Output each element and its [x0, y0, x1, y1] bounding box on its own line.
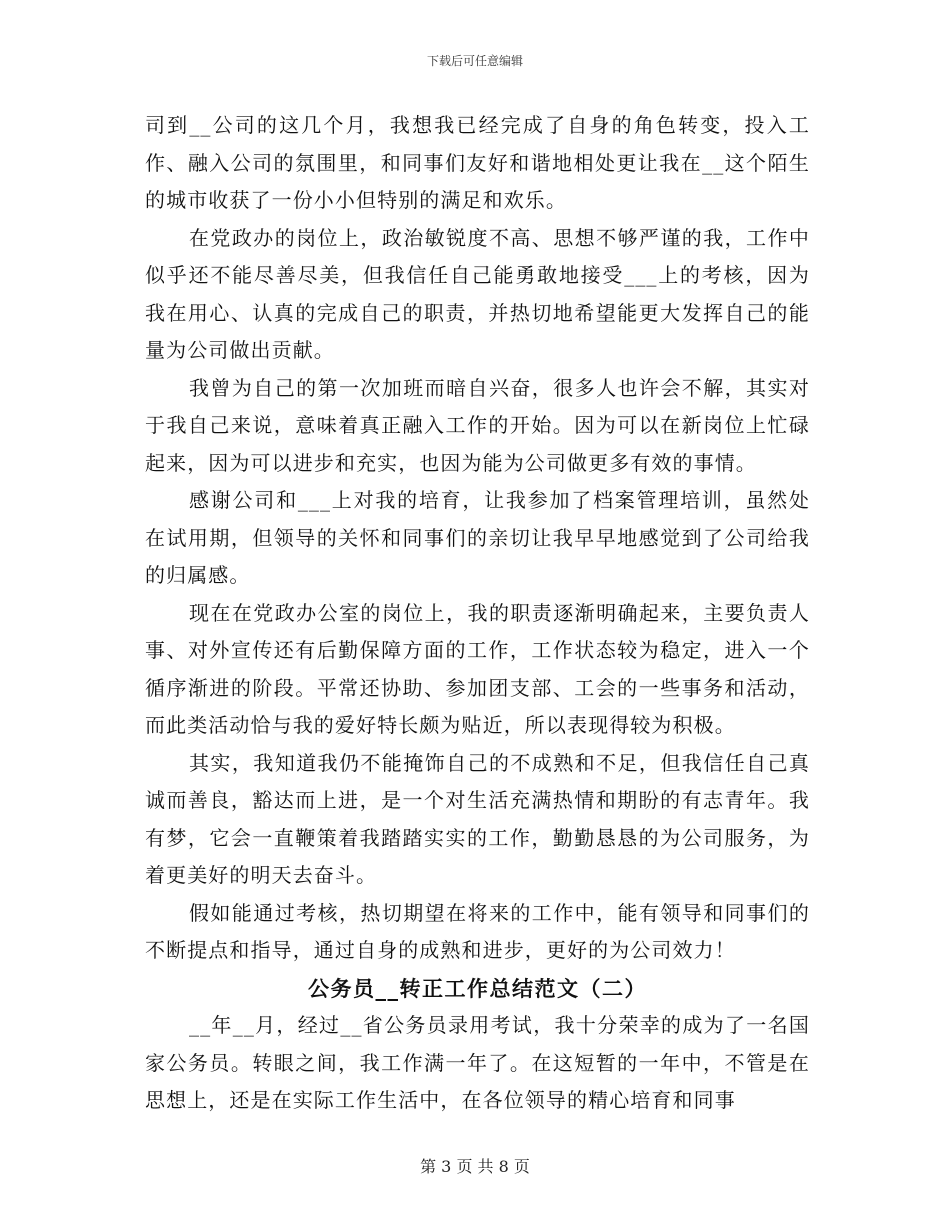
paragraph-2: 在党政办的岗位上，政治敏锐度不高、思想不够严谨的我，工作中似乎还不能尽善尽美，但我信任自己能勇敢地接受___上的考核，因为我在用心、认真的完成自己的职责，并热切地希望能更大发挥自己的能量为公司做出贡献。 [145, 225, 810, 362]
paragraph-6: 其实，我知道我仍不能掩饰自己的不成熟和不足，但我信任自己真诚而善良，豁达而上进，是一个对生活充满热情和期盼的有志青年。我有梦，它会一直鞭策着我踏踏实实的工作，勤勤恳恳的为公司服务，为着更美好的明天去奋斗。 [145, 750, 810, 887]
paragraph-4: 感谢公司和___上对我的培育，让我参加了档案管理培训，虽然处在试用期，但领导的关怀和同事们的亲切让我早早地感觉到了公司给我的归属感。 [145, 488, 810, 587]
document-body [145, 107, 810, 1120]
section-title: 公务员__转正工作总结范文（二） [308, 975, 647, 1001]
paragraph-7: 假如能通过考核，热切期望在将来的工作中，能有领导和同事们的不断提点和指导，通过自身的成熟和进步，更好的为公司效力！ [145, 900, 810, 962]
paragraph-1: 司到__公司的这几个月，我想我已经完成了自身的角色转变，投入工作、融入公司的氛围里，和同事们友好和谐地相处更让我在__这个陌生的城市收获了一份小小但特别的满足和欢乐。 [145, 113, 810, 212]
paragraph-3: 我曾为自己的第一次加班而暗自兴奋，很多人也许会不解，其实对于我自己来说，意味着真正融入工作的开始。因为可以在新岗位上忙碌起来，因为可以进步和充实，也因为能为公司做更多有效的事情。 [145, 375, 810, 475]
page-header: 下载后可任意编辑 [426, 54, 523, 68]
paragraph-5: 现在在党政办公室的岗位上，我的职责逐渐明确起来，主要负责人事、对外宣传还有后勤保障方面的工作，工作状态较为稳定，进入一个循序渐进的阶段。平常还协助、参加团支部、工会的一些事务和活动，而此类活动恰与我的爱好特长颇为贴近，所以表现得较为积极。 [145, 600, 810, 737]
section-paragraph: __年__月，经过__省公务员录用考试，我十分荣幸的成为了一名国家公务员。转眼之间，我工作满一年了。在这短暂的一年中，不管是在思想上，还是在实际工作生活中，在各位领导的精心培育和同事 [145, 1013, 810, 1112]
page-footer: 第 3 页 共 8 页 [420, 1157, 530, 1176]
